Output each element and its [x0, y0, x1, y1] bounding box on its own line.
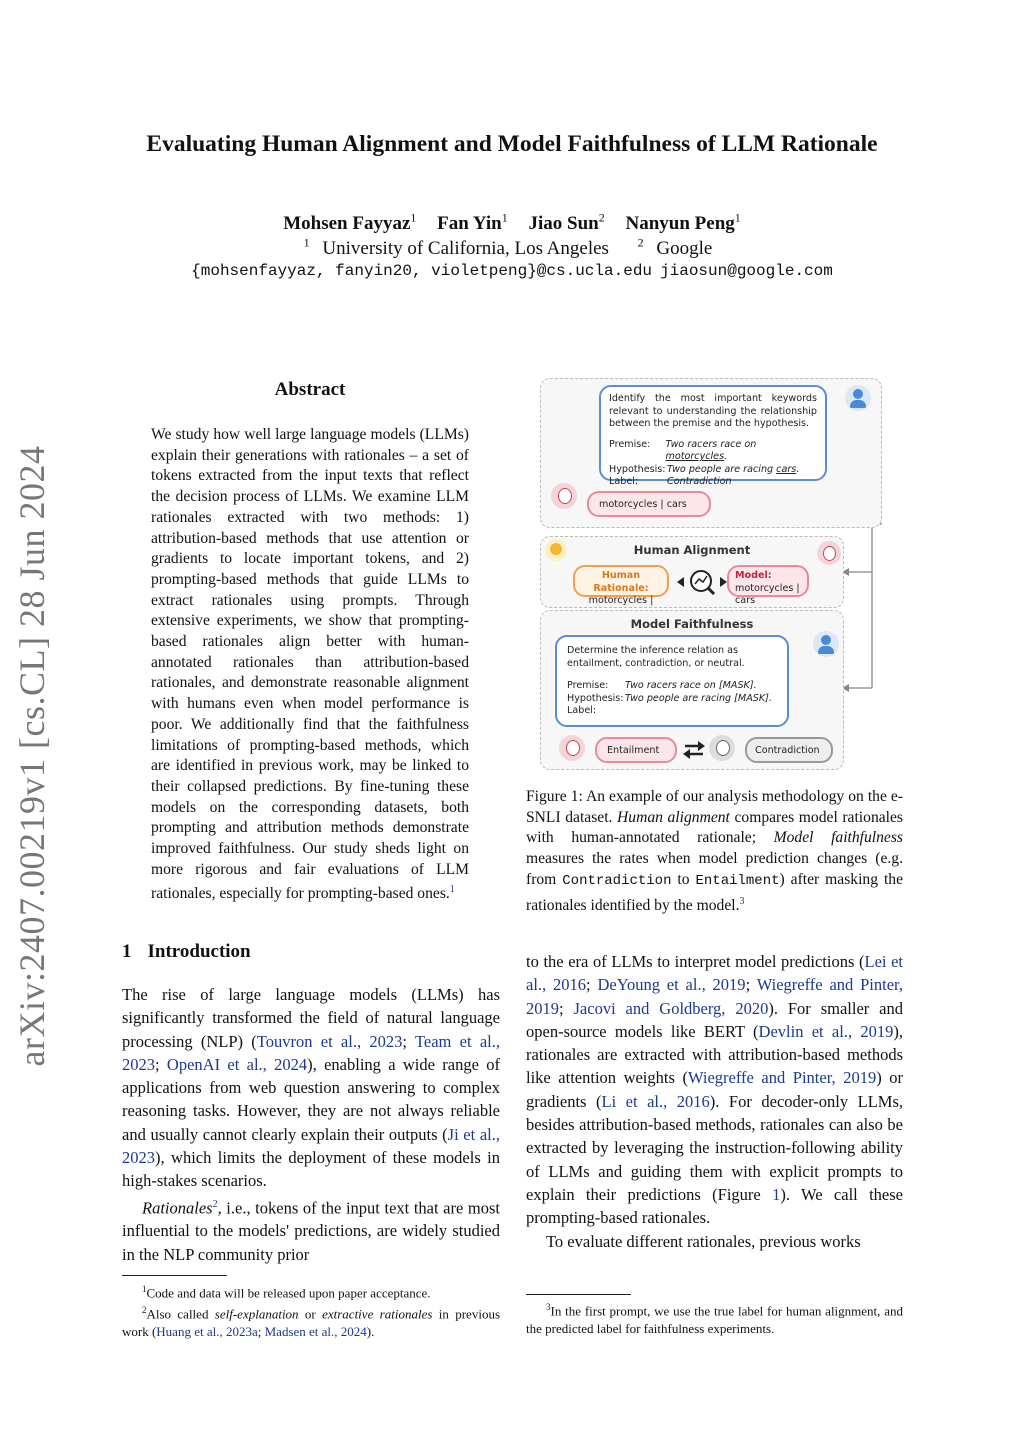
- medal-icon: [545, 539, 567, 561]
- citation-link[interactable]: Wiegreffe and Pinter, 2019: [687, 1068, 877, 1088]
- masked-prediction-bubble: Contradiction: [745, 737, 833, 763]
- footnote-rule: [526, 1294, 631, 1295]
- compare-magnifier-icon: [675, 567, 729, 597]
- citation-link[interactable]: Wiegreffe and Pinter, 2019: [526, 975, 903, 1018]
- affiliation: $^2$ Google: [637, 236, 713, 260]
- affiliations: [0, 236, 1024, 260]
- human-alignment-panel: Human Alignment Human Rationale: motorcycles | Model: motorcycles | cars: [540, 536, 844, 608]
- model-answer-bubble: motorcycles | cars: [587, 491, 711, 517]
- author: Jiao Sun$^2$: [528, 211, 605, 235]
- author-emails: {mohsenfayyaz, fanyin20, violetpeng}@cs.ucla.edu jiaosun@google.com: [191, 262, 833, 280]
- intro-right-column: [526, 950, 903, 1253]
- model-faithfulness-panel: Model Faithfulness Determine the inference relation as entailment, contradiction, or neutral. Premise: Two racers race on [MASK]. Hypothesis: Two people are racing [MASK]. Label: Entailment Contradiction: [540, 610, 844, 770]
- citation-link[interactable]: Devlin et al., 2019: [758, 1021, 894, 1041]
- llama-gray-icon: [709, 735, 735, 761]
- citation-link[interactable]: Team et al., 2023: [122, 1031, 500, 1074]
- author: Mohsen Fayyaz$^1$: [283, 211, 417, 235]
- llama-icon: [559, 735, 585, 761]
- footnote-link[interactable]: 2: [212, 1198, 218, 1210]
- section-heading: 1 Introduction: [122, 941, 251, 962]
- footnotes-right: [526, 1299, 903, 1337]
- affiliation: $^1$ University of California, Los Angeles: [303, 236, 609, 260]
- abstract-heading: Abstract: [274, 379, 346, 400]
- footnote-rule: [122, 1275, 227, 1276]
- author: Nanyun Peng$^1$: [625, 211, 741, 235]
- footnote: $^2$Also called self-explanation or extractive rationales in previous work (Huang et al., 2023a; Madsen et al., 2024).: [122, 1304, 501, 1339]
- footnote: $^1$Code and data will be released upon paper acceptance.: [142, 1284, 431, 1301]
- paper-title: Evaluating Human Alignment and Model Faithfulness of LLM Rationale: [146, 131, 878, 157]
- swap-arrows-icon: [681, 739, 707, 761]
- user-avatar-icon: [813, 631, 839, 657]
- figure-caption: Figure 1: An example of our analysis methodology on the e-SNLI dataset. Human alignment compares model rationales with human-annotated rationale; Model faithfulness measures the rates when model prediction changes (e.g. from Contradiction to Entailment) after masking the rationales identified by the model.$^3$: [526, 788, 903, 914]
- faithfulness-prompt-bubble: Determine the inference relation as entailment, contradiction, or neutral. Premise: Two racers race on [MASK]. Hypothesis: Two people are racing [MASK]. Label:: [555, 635, 789, 727]
- figure-1: [538, 378, 884, 770]
- citation-link[interactable]: Ji et al., 2023: [122, 1124, 500, 1168]
- author-list: [0, 211, 1024, 235]
- paragraph: Rationales$^2$, i.e., tokens of the input text that are most influential to the models' predictions, are widely studied in the NLP community prior: [122, 1198, 500, 1264]
- llama-icon: [817, 541, 841, 565]
- prompt-panel: [540, 378, 882, 528]
- footnotes-left: [122, 1281, 500, 1340]
- footnote: $^3$In the first prompt, we use the true label for human alignment, and the predicted label for faithfulness experiments.: [526, 1302, 903, 1336]
- arxiv-stamp: arXiv:2407.00219v1 [cs.CL] 28 Jun 2024: [12, 445, 52, 1067]
- citation-link[interactable]: DeYoung et al., 2019: [597, 975, 746, 995]
- citation-link[interactable]: Lei et al., 2016: [526, 952, 903, 995]
- footnote-link[interactable]: 3: [739, 895, 745, 907]
- abstract-body: We study how well large language models (LLMs) explain their generations with rationales – a set of tokens extracted from the input texts that reflect the decision process of LLMs. We examine LLM rationales extracted with two methods: 1) attribution-based methods that use attention or gradients to locate important tokens, and 2) prompting-based methods that guide LLMs to extract rationales using prompts. Through extensive experiments, we show that prompting-based rationales align better with human-annotated rationales than attribution-based rationales, and demonstrate reasonable alignment with humans even when model performance is poor. We additionally find that the faithfulness limitations of prompting-based methods, which are identified in previous work, may be linked to their collapsed predictions. By fine-tuning these models on the corresponding datasets, both prompting and attribution methods demonstrate improved faithfulness. Our study sheds light on more rigorous and fair evaluations of LLM rationales, especially for prompting-based ones.$^1$: [151, 426, 469, 903]
- original-prediction-bubble: Entailment: [595, 737, 677, 763]
- author: Fan Yin$^1$: [437, 211, 508, 235]
- llama-icon: [551, 483, 577, 509]
- user-avatar-icon: [845, 385, 871, 411]
- human-rationale-box: Human Rationale: motorcycles |: [573, 565, 669, 597]
- rationale-prompt-bubble: Identify the most important keywords relevant to understanding the relationship between the premise and the hypothesis. Premise: Two racers race on motorcycles. Hypothesis: Two people are racing cars. Label: Contradiction: [599, 385, 827, 481]
- citation-link[interactable]: Jacovi and Goldberg, 2020: [573, 998, 769, 1018]
- citation-link[interactable]: OpenAI et al., 2024: [166, 1054, 308, 1074]
- paragraph: The rise of large language models (LLMs) has significantly transformed the field of natural language processing (NLP) (Touvron et al., 2023; Team et al., 2023; OpenAI et al., 2024), enabling a wide range of applications from web question answering to complex reasoning tasks. However, they are not always reliable and usually cannot clearly explain their outputs (Ji et al., 2023), which limits the deployment of these models in high-stakes scenarios.: [122, 985, 501, 1191]
- intro-left-column: [122, 983, 500, 1266]
- figure-link[interactable]: 1: [772, 1184, 781, 1204]
- paragraph: To evaluate different rationales, previous works: [546, 1231, 861, 1251]
- citation-link[interactable]: Li et al., 2016: [601, 1091, 710, 1111]
- citation-link[interactable]: Touvron et al., 2023: [256, 1031, 403, 1051]
- citation-link[interactable]: Madsen et al., 2024: [264, 1323, 367, 1339]
- citation-link[interactable]: Huang et al., 2023a: [156, 1323, 258, 1339]
- model-rationale-box: Model: motorcycles | cars: [727, 565, 809, 597]
- paragraph: to the era of LLMs to interpret model predictions (Lei et al., 2016; DeYoung et al., 2019; Wiegreffe and Pinter, 2019; Jacovi and Goldberg, 2020). For smaller and open-source models like BERT (Devlin et al., 2019), rationales are extracted with attribution-based methods like attention weights (Wiegreffe and Pinter, 2019) or gradients (Li et al., 2016). For decoder-only LLMs, besides attribution-based methods, rationales can also be extracted by leveraging the instruction-following ability of LLMs and guiding them with explicit prompts to explain their predictions (Figure 1). We call these prompting-based rationales.: [526, 952, 903, 1228]
